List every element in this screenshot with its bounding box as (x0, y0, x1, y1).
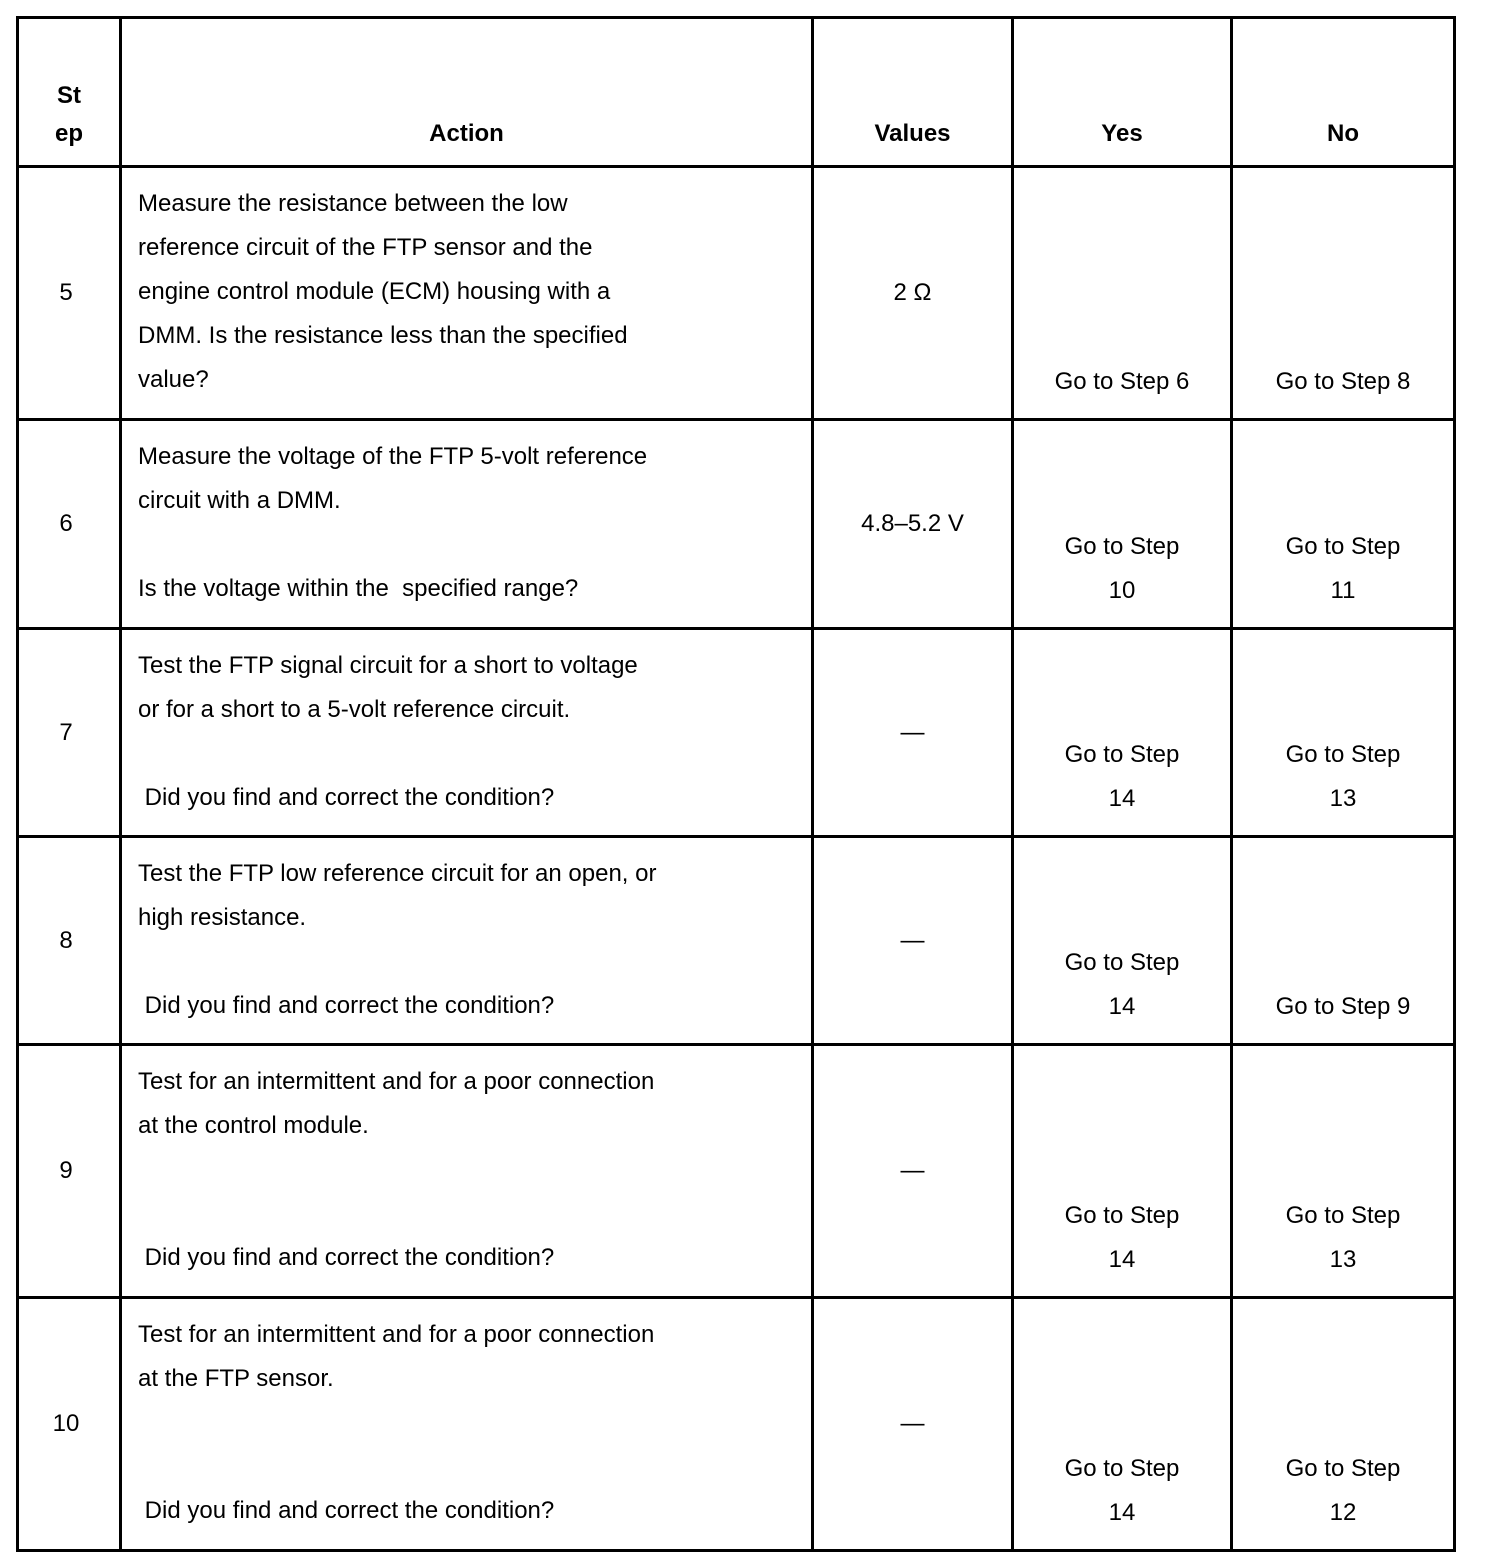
no-line: Go to Step (1285, 1455, 1401, 1482)
action-cell (121, 420, 813, 629)
yes-cell (1013, 1298, 1232, 1551)
action-line: Test the FTP low reference circuit for an open, or (138, 860, 657, 887)
no-cell (1232, 420, 1455, 629)
header-step-line-2: ep (54, 120, 83, 147)
step-number: 7 (18, 629, 121, 837)
table-row (18, 629, 1455, 837)
no-cell (1232, 629, 1455, 837)
action-cell (121, 629, 813, 837)
action-line (138, 732, 751, 776)
action-line: DMM. Is the resistance less than the specified (138, 322, 628, 349)
step-number: 6 (18, 420, 121, 629)
action-cell (121, 837, 813, 1045)
action-cell (121, 167, 813, 420)
action-line: value? (138, 366, 209, 393)
action-line: engine control module (ECM) housing with a (138, 278, 611, 305)
action-line: circuit with a DMM. (138, 487, 341, 514)
table-body (18, 167, 1455, 1551)
no-cell (1232, 837, 1455, 1045)
yes-line: 14 (1108, 993, 1136, 1020)
yes-cell (1013, 167, 1232, 420)
action-line: reference circuit of the FTP sensor and the (138, 234, 593, 261)
yes-line: 14 (1108, 1499, 1136, 1526)
action-line (138, 1148, 751, 1192)
no-line: Go to Step 8 (1275, 368, 1411, 395)
action-line (138, 523, 751, 567)
table-row (18, 837, 1455, 1045)
header-values: Values (813, 18, 1013, 167)
header-no: No (1232, 18, 1455, 167)
diagnostic-table (16, 16, 1456, 1552)
action-line: Test for an intermittent and for a poor connection (138, 1068, 655, 1095)
action-line (138, 1192, 751, 1236)
no-line: Go to Step (1285, 741, 1401, 768)
action-line: or for a short to a 5-volt reference circuit. (138, 696, 571, 723)
action-line: Test the FTP signal circuit for a short to voltage (138, 652, 638, 679)
action-line: Did you find and correct the condition? (138, 1244, 555, 1271)
action-line (138, 1445, 751, 1489)
action-line: Test for an intermittent and for a poor connection (138, 1321, 655, 1348)
value-cell: — (813, 837, 1013, 1045)
table-row (18, 167, 1455, 420)
action-line: Did you find and correct the condition? (138, 784, 555, 811)
yes-line: Go to Step (1064, 1455, 1180, 1482)
value-cell: 4.8–5.2 V (813, 420, 1013, 629)
action-line: Measure the voltage of the FTP 5-volt reference (138, 443, 648, 470)
yes-cell (1013, 1045, 1232, 1298)
no-cell (1232, 167, 1455, 420)
no-line: 11 (1330, 577, 1356, 604)
no-line: Go to Step (1285, 1202, 1401, 1229)
action-line: Did you find and correct the condition? (138, 992, 555, 1019)
value-cell: — (813, 1298, 1013, 1551)
no-line: 12 (1329, 1499, 1357, 1526)
action-line: Measure the resistance between the low (138, 190, 568, 217)
table-row (18, 420, 1455, 629)
no-cell (1232, 1045, 1455, 1298)
table-row (18, 1045, 1455, 1298)
value-cell: — (813, 629, 1013, 837)
action-line: at the FTP sensor. (138, 1365, 334, 1392)
action-line (138, 1401, 751, 1445)
action-line: Did you find and correct the condition? (138, 1497, 555, 1524)
action-line: high resistance. (138, 904, 307, 931)
yes-line: 10 (1108, 577, 1136, 604)
action-cell (121, 1298, 813, 1551)
yes-line: Go to Step (1064, 1202, 1180, 1229)
yes-line: Go to Step (1064, 741, 1180, 768)
action-line: Is the voltage within the specified range? (138, 575, 579, 602)
yes-cell (1013, 837, 1232, 1045)
header-step-line-1: St (57, 82, 81, 109)
value-cell: 2 Ω (813, 167, 1013, 420)
action-line (138, 940, 751, 984)
value-cell: — (813, 1045, 1013, 1298)
no-cell (1232, 1298, 1455, 1551)
yes-line: Go to Step (1064, 949, 1180, 976)
yes-line: Go to Step (1064, 533, 1180, 560)
yes-line: 14 (1108, 785, 1136, 812)
no-line: 13 (1329, 1246, 1357, 1273)
no-line: 13 (1329, 785, 1357, 812)
header-row (18, 18, 1455, 167)
action-line: at the control module. (138, 1112, 369, 1139)
step-number: 10 (18, 1298, 121, 1551)
no-line: Go to Step 9 (1275, 993, 1411, 1020)
yes-line: 14 (1108, 1246, 1136, 1273)
yes-line: Go to Step 6 (1054, 368, 1190, 395)
yes-cell (1013, 420, 1232, 629)
yes-cell (1013, 629, 1232, 837)
no-line: Go to Step (1285, 533, 1401, 560)
step-number: 8 (18, 837, 121, 1045)
header-step (18, 18, 121, 167)
action-cell (121, 1045, 813, 1298)
table-row (18, 1298, 1455, 1551)
step-number: 9 (18, 1045, 121, 1298)
header-action: Action (121, 18, 813, 167)
header-yes: Yes (1013, 18, 1232, 167)
step-number: 5 (18, 167, 121, 420)
